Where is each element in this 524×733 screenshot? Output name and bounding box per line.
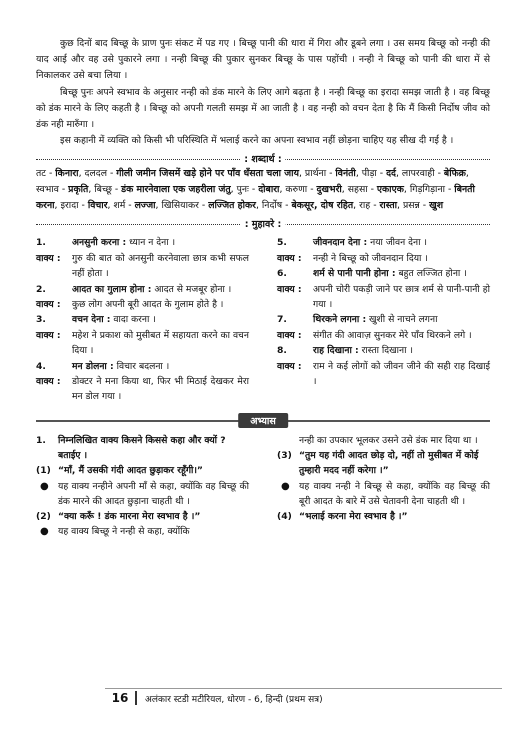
idiom-entry	[72, 235, 249, 250]
sentence-label: वाक्य :	[36, 299, 61, 311]
vocab-word: प्रार्थना	[304, 168, 327, 180]
vocab-meaning: दर्द	[386, 168, 396, 180]
vocab-meaning: दुखभरी	[316, 184, 342, 196]
idiom-sentence: महेश ने प्रकाश को मुसीबत में सहायता करने का वचन दिया ।	[72, 329, 249, 357]
idiom-row	[277, 312, 490, 327]
bullet-icon: ●	[40, 480, 49, 492]
sentence-label: वाक्य :	[36, 329, 61, 341]
vocab-meaning: लज्जित होकर	[208, 200, 256, 212]
muhavare-heading	[36, 217, 490, 231]
idiom-phrase: जीवनदान देना :	[313, 237, 368, 249]
exercise-section	[0, 433, 524, 539]
idioms-section	[0, 235, 524, 404]
story-paragraph-2: बिच्छू पुनः अपने स्वभाव के अनुसार नन्ही को डंक मारने के लिए आगे बढ़ता है । नन्ही बिच्छू का इरादा समझ जाती है । वह बिच्छू को डंक मारने के लिए कहती है । बिच्छू को अपनी गलती समझ में आ जाती है । वह नन्ही को वचन देता है कि मैं किसी निर्दोष जीव को डंक नही मारुँगा ।	[36, 86, 490, 131]
idiom-meaning: वादा करना ।	[113, 314, 156, 326]
idiom-row	[277, 235, 490, 250]
idiom-number: 4.	[36, 360, 46, 372]
idiom-number: 5.	[277, 237, 287, 249]
idiom-row	[277, 266, 490, 281]
item-number: (1)	[36, 465, 51, 477]
vocab-word: तट	[36, 168, 46, 180]
vocab-word: राह	[359, 200, 371, 212]
item-number: (3)	[277, 450, 292, 462]
abhyas-title: अभ्यास	[238, 413, 288, 428]
item-quote: “तुम यह गंदी आदत छोड़ दो, नहीं तो मुसीबत में कोई तुम्हारी मदद नहीं करेगा ।”	[299, 450, 479, 477]
idiom-number: 3.	[36, 314, 46, 326]
vocab-word: सहसा	[347, 184, 368, 196]
vocab-word: गिड़गिड़ाना	[409, 184, 446, 196]
idiom-sentence-row	[36, 251, 249, 282]
idioms-right-column	[265, 235, 490, 404]
vocab-word: प्रसन्न	[402, 200, 420, 212]
page-number: 16	[105, 691, 137, 705]
idiom-phrase: थिरकने लगना :	[313, 314, 367, 326]
answer-text: यह वाक्य बिच्छू ने नन्ही से कहा, क्योंकि	[58, 526, 190, 538]
vocab-word: खिसियाकर	[161, 200, 199, 212]
sentence-label: वाक्य :	[277, 329, 302, 341]
exercise-left-column	[36, 433, 265, 539]
idiom-sentence: कुछ लोग अपनी बूरी आदत के गुलाम होते है ।	[72, 299, 224, 311]
idiom-row	[277, 343, 490, 358]
idiom-entry	[72, 359, 249, 374]
vocab-word: लापरवाही	[401, 168, 435, 180]
idiom-entry	[313, 235, 490, 250]
item-answer	[36, 479, 249, 509]
idiom-sentence: अपनी चोरी पकड़ी जाने पर छात्र शर्म से पानी-पानी हो गया ।	[313, 283, 490, 311]
bullet-icon: ●	[281, 480, 290, 492]
vocab-word: इरादा	[60, 200, 79, 212]
idiom-meaning: विचार बदलना ।	[116, 360, 170, 372]
idiom-phrase: शर्म से पानी पानी होना :	[313, 268, 396, 280]
vocab-word: करुणा	[285, 184, 308, 196]
idiom-row	[36, 312, 249, 327]
story-paragraph-3: इस कहानी में व्यक्ति को किसी भी परिस्थिति में भलाई करने का अपना स्वभाव नहीं छोड़ना चाहिए यह सीख दी गई है ।	[60, 135, 454, 147]
idiom-sentence: डोक्टर ने मना किया था, फिर भी मिठाई देखकर मेरा मन डोल गया ।	[72, 376, 249, 403]
answer-text: यह वाक्य नन्हीने अपनी माँ से कहा, क्योंकि वह बिच्छू की डंक मारने की आदत छुड़ाना चाहती थी ।	[58, 480, 249, 507]
idiom-meaning: ध्यान न देना ।	[129, 237, 176, 249]
shabdarth-title: : शब्दार्थ :	[240, 152, 285, 165]
shabdarth-heading	[36, 152, 490, 166]
idiom-sentence-row	[36, 328, 249, 359]
vocab-word: शर्म	[113, 200, 126, 212]
idiom-row	[36, 235, 249, 250]
item-quote: “माँ, मैं उसकी गंदी आदत छुड़ाकर रहूँगी।”	[58, 465, 203, 477]
story-paragraph-1: कुछ दिनों बाद बिच्छू के प्राण पुनः संकट में पड गए । बिच्छू पानी की धारा में गिरा और डूबने लगा । उस समय बिच्छू को नन्ही की याद आई और वह उसे पुकारने लगा । नन्ही बिच्छू की पुकार सुनकर बिच्छू के पास पहोंची । नन्ही ने बिच्छू को पानी की धारा में से निकालकर उसे बचा लिया ।	[36, 38, 490, 82]
exercise-question	[36, 433, 249, 463]
idiom-entry	[72, 312, 249, 327]
exercise-item	[277, 509, 490, 524]
idiom-row	[36, 359, 249, 374]
page-footer	[105, 688, 502, 707]
sentence-label: वाक्य :	[36, 376, 61, 388]
idiom-sentence: नन्ही ने बिच्छू को जीवनदान दिया ।	[313, 252, 428, 264]
sentence-label: वाक्य :	[277, 252, 302, 264]
idiom-entry	[72, 282, 249, 297]
vocab-meaning: बेकसूर, दोष रहित	[291, 200, 354, 212]
item-answer	[36, 524, 249, 539]
vocab-meaning: प्रकृति	[68, 184, 89, 196]
abhyas-heading	[36, 413, 490, 429]
exercise-item	[36, 463, 249, 478]
idiom-meaning: आदत से मजबूर होना ।	[154, 283, 232, 295]
answer-continuation	[277, 433, 490, 448]
exercise-item	[36, 509, 249, 524]
vocab-meaning: दोबारा	[258, 184, 280, 196]
idiom-sentence: राम ने कई लोगों को जीवन जीने की सही राह दिखाई ।	[313, 360, 490, 388]
vocab-meaning: डंक मारनेवाला एक जहरीला जंतु	[121, 184, 231, 196]
idiom-phrase: अनसुनी करना :	[72, 237, 127, 249]
vocab-meaning: गीली जमीन जिसमें खड़े होने पर पाँव धँसता चला जाय	[116, 168, 299, 180]
item-number: (2)	[36, 510, 51, 522]
item-quote: “भलाई करना मेरा स्वभाव है ।”	[299, 510, 408, 522]
idiom-entry	[313, 343, 490, 358]
idiom-number: 6.	[277, 268, 287, 280]
vocab-meaning: एकाएक	[376, 184, 404, 196]
idiom-entry	[313, 312, 490, 327]
vocab-meaning: लज्जा	[134, 200, 156, 212]
idiom-sentence-row	[277, 328, 490, 343]
item-quote: “क्या करूँ ! डंक मारना मेरा स्वभाव है ।”	[58, 510, 201, 522]
idiom-meaning: नया जीवन देना ।	[370, 237, 427, 249]
idiom-sentence-row	[36, 374, 249, 405]
page	[0, 36, 524, 733]
idiom-phrase: राह दिखाना :	[313, 345, 359, 357]
vocab-word: पीड़ा	[361, 168, 377, 180]
exercise-items-right	[277, 448, 490, 524]
vocab-meaning: बिनती करना	[36, 184, 475, 212]
exercise-item	[277, 448, 490, 478]
vocab-word: स्वभाव	[36, 184, 59, 196]
answer-text: यह वाक्य नन्ही ने बिच्छू से कहा, क्योंकि वह बिच्छू की बूरी आदत के बारे में उसे चेतावनी देना चाहती थी ।	[299, 480, 490, 507]
idiom-entry	[313, 266, 490, 281]
question-number: 1.	[36, 434, 46, 446]
idiom-phrase: वचन देना :	[72, 314, 111, 326]
idiom-sentence-row	[36, 297, 249, 312]
sentence-label: वाक्य :	[277, 283, 302, 295]
vocab-word: पुनः	[236, 184, 249, 196]
idioms-left-column	[36, 235, 265, 404]
footer-text: अलंकार स्टडी मटीरियल, धोरण - 6, हिन्दी (प्रथम सत्र)	[145, 694, 323, 705]
vocab-word: दलदल	[84, 168, 107, 180]
vocab-meaning: खुश	[429, 200, 444, 212]
bullet-icon: ●	[40, 526, 49, 538]
vocab-meaning: बेफिक्र	[443, 168, 466, 180]
idiom-number: 7.	[277, 314, 287, 326]
idiom-sentence-row	[277, 282, 490, 313]
exercise-items-left	[36, 463, 249, 539]
sentence-label: वाक्य :	[277, 360, 302, 372]
item-answer	[277, 479, 490, 509]
idiom-sentence: गुरु की बात को अनसुनी करनेवाला छात्र कभी सफल नहीं होता ।	[72, 252, 249, 280]
vocabulary-list: तट - किनारा, दलदल - गीली जमीन जिसमें खड़े होने पर पाँव धँसता चला जाय, प्रार्थना - विनंती, पीड़ा - दर्द, लापरवाही - बेफिक्र, स्वभाव - प्रकृति, बिच्छू - डंक मारनेवाला एक जहरीला जंतु, पुनः - दोबारा, करुणा - दुखभरी, सहसा - एकाएक, गिड़गिड़ाना - बिनती करना, इरादा - विचार, शर्म - लज्जा, खिसियाकर - लज्जित होकर, निर्दोष - बेकसूर, दोष रहित, राह - रास्ता, प्रसन्न - खुश	[36, 168, 475, 212]
idiom-meaning: बहुत लज्जित होना ।	[398, 268, 467, 280]
vocab-word: बिच्छू	[94, 184, 112, 196]
idiom-sentence-row	[277, 251, 490, 266]
sentence-label: वाक्य :	[36, 252, 61, 264]
idiom-sentence-row	[277, 359, 490, 390]
idiom-number: 1.	[36, 237, 46, 249]
idiom-meaning: खुशी से नाचने लगना	[369, 314, 438, 326]
idiom-row	[36, 282, 249, 297]
vocab-meaning: रास्ता	[379, 200, 398, 212]
vocab-meaning: विनंती	[335, 168, 356, 180]
idiom-meaning: रास्ता दिखाना ।	[361, 345, 413, 357]
idiom-phrase: आदत का गुलाम होना :	[72, 283, 152, 295]
answer-text: नन्ही का उपकार भूलकर उसने उसे डंक मार दिया था ।	[299, 434, 478, 446]
vocab-meaning: विचार	[87, 200, 108, 212]
idiom-number: 8.	[277, 345, 287, 357]
vocab-meaning: किनारा	[55, 168, 79, 180]
item-number: (4)	[277, 510, 292, 522]
idiom-sentence: संगीत की आवाज़ सुनकर मेरे पाँव थिरकने लगे ।	[313, 329, 472, 341]
question-text: निम्नलिखित वाक्य किसने किससे कहा और क्यों ? बताईए ।	[58, 434, 226, 462]
idiom-number: 2.	[36, 283, 46, 295]
muhavare-title: : मुहावरे :	[241, 217, 286, 230]
exercise-right-column	[265, 433, 490, 539]
idiom-phrase: मन डोलना :	[72, 360, 114, 372]
vocab-word: निर्दोष	[261, 200, 283, 212]
